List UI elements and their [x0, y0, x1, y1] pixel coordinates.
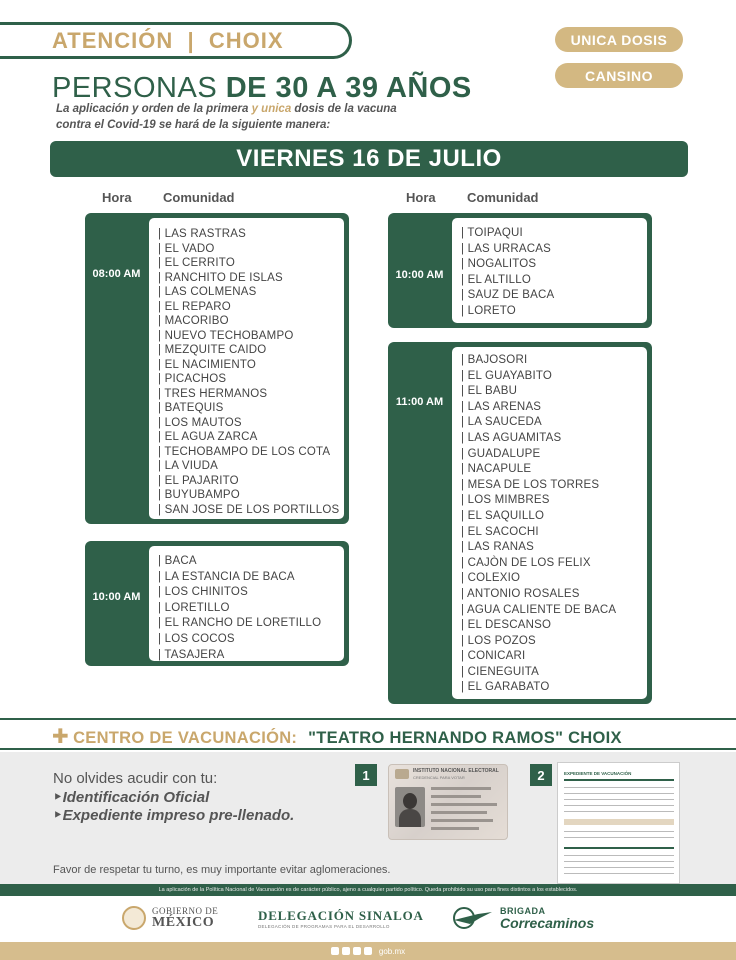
subtitle-unica: unica	[257, 103, 292, 115]
community-item: | LAS ARENAS	[461, 400, 647, 416]
step-1-badge: 1	[355, 764, 377, 786]
twitter-icon[interactable]	[342, 947, 350, 955]
step-2-badge: 2	[530, 764, 552, 786]
block-time: 10:00 AM	[92, 591, 141, 603]
community-item: | EL SACOCHI	[461, 525, 647, 541]
subtitle	[56, 101, 476, 133]
id-card-title: INSTITUTO NACIONAL ELECTORAL	[413, 768, 499, 774]
gob-line1: GOBIERNO DE	[152, 906, 219, 916]
title-age-range: DE 30 A 39 AÑOS	[225, 72, 472, 104]
del-line2: DELEGACIÓN DE PROGRAMAS PARA EL DESARROLLO	[258, 924, 390, 929]
footer-bar	[0, 942, 736, 960]
block-time: 10:00 AM	[395, 269, 444, 281]
community-item: | CIENEGUITA	[461, 665, 647, 681]
community-item: | MACORIBO	[158, 314, 344, 329]
block-time: 08:00 AM	[92, 268, 141, 280]
id-card-image	[388, 764, 508, 840]
title-prefix: PERSONAS	[52, 72, 226, 104]
community-item: | LAS URRACAS	[461, 242, 647, 258]
community-item: | LOS MAUTOS	[158, 416, 344, 431]
community-item: | SAUZ DE BACA	[461, 288, 647, 304]
delegacion-sinaloa-logo	[258, 908, 424, 929]
gobierno-mexico-logo	[122, 906, 218, 930]
subtitle-line2: contra el Covid-19 se hará de la siguiente manera:	[56, 119, 331, 131]
subtitle-part2: dosis de la vacuna	[291, 103, 397, 115]
attention-text: ATENCIÓN | CHOIX	[52, 27, 284, 53]
community-item: | EL DESCANSO	[461, 618, 647, 634]
schedule-block-right-1	[388, 213, 652, 328]
day-banner: VIERNES 16 DE JULIO	[50, 141, 688, 177]
del-line1: DELEGACIÓN SINALOA	[258, 908, 424, 923]
community-item: | EL CERRITO	[158, 256, 344, 271]
community-item: | SAN JOSE DE LOS PORTILLOS	[158, 503, 344, 518]
community-item: | LORETO	[461, 304, 647, 320]
community-list	[149, 546, 344, 661]
community-item: | NACAPULE	[461, 462, 647, 478]
community-item: | RANCHITO DE ISLAS	[158, 271, 344, 286]
community-item: | LOS MIMBRES	[461, 493, 647, 509]
community-item: | EL ALTILLO	[461, 273, 647, 289]
community-item: | EL VADO	[158, 242, 344, 257]
instagram-icon[interactable]	[353, 947, 361, 955]
schedule-block-right-2	[388, 342, 652, 704]
reminder-item-file: ‣Expediente impreso pre-llenado.	[53, 807, 295, 824]
community-item: | LOS CHINITOS	[158, 585, 344, 601]
community-item: | LAS AGUAMITAS	[461, 431, 647, 447]
community-list	[149, 218, 344, 519]
gob-line2: MÉXICO	[152, 915, 215, 930]
vaccination-form-image	[557, 762, 680, 884]
community-item: | TOIPAQUI	[461, 226, 647, 242]
community-item: | MEZQUITE CAIDO	[158, 343, 344, 358]
col-comunidad-right: Comunidad	[467, 190, 539, 205]
community-item: | NUEVO TECHOBAMPO	[158, 329, 344, 344]
vaccine-tag: CANSINO	[555, 63, 683, 88]
subtitle-part1: La aplicación y orden de la primera	[56, 103, 252, 115]
facebook-icon[interactable]	[331, 947, 339, 955]
community-item: | ANTONIO ROSALES	[461, 587, 647, 603]
community-item: | BAJOSORI	[461, 353, 647, 369]
community-item: | TASAJERA	[158, 648, 344, 664]
community-item: | COLEXIO	[461, 571, 647, 587]
community-item: | LOS COCOS	[158, 632, 344, 648]
community-item: | BACA	[158, 554, 344, 570]
community-item: | EL REPARO	[158, 300, 344, 315]
community-item: | GUADALUPE	[461, 447, 647, 463]
roadrunner-icon	[448, 906, 496, 930]
community-item: | EL PAJARITO	[158, 474, 344, 489]
form-title: EXPEDIENTE DE VACUNACIÓN	[564, 771, 632, 776]
community-item: | LOS POZOS	[461, 634, 647, 650]
community-item: | EL RANCHO DE LORETILLO	[158, 616, 344, 632]
attention-banner	[0, 22, 352, 59]
community-item: | AGUA CALIENTE DE BACA	[461, 603, 647, 619]
community-item: | EL AGUA ZARCA	[158, 430, 344, 445]
community-item: | TRES HERMANOS	[158, 387, 344, 402]
community-item: | PICACHOS	[158, 372, 344, 387]
schedule-block-left-1	[85, 213, 349, 524]
id-photo-icon	[395, 787, 425, 827]
col-hora-left: Hora	[102, 190, 132, 205]
community-item: | LAS COLMENAS	[158, 285, 344, 300]
id-card-subtitle: CREDENCIAL PARA VOTAR	[413, 775, 465, 780]
brigada-correcaminos-logo	[448, 906, 594, 930]
reminder-item-id: ‣Identificación Oficial	[53, 789, 210, 806]
community-item: | EL NACIMIENTO	[158, 358, 344, 373]
block-time: 11:00 AM	[395, 396, 444, 408]
community-list	[452, 347, 647, 699]
community-item: | LAS RASTRAS	[158, 227, 344, 242]
brig-line2: Correcaminos	[500, 915, 595, 931]
brig-line1: BRIGADA	[500, 906, 546, 916]
reminder-title: No olvides acudir con tu:	[53, 770, 218, 787]
center-place: "TEATRO HERNANDO RAMOS" CHOIX	[308, 729, 622, 747]
youtube-icon[interactable]	[364, 947, 372, 955]
col-comunidad-left: Comunidad	[163, 190, 235, 205]
community-item: | EL BABU	[461, 384, 647, 400]
community-item: | BATEQUIS	[158, 401, 344, 416]
dose-tag: UNICA DOSIS	[555, 27, 683, 52]
community-item: | LA VIUDA	[158, 459, 344, 474]
community-item: | BUYUBAMPO	[158, 488, 344, 503]
community-item: | EL SAQUILLO	[461, 509, 647, 525]
schedule-block-left-2	[85, 541, 349, 666]
gob-mx-link[interactable]: gob.mx	[378, 946, 406, 956]
col-hora-right: Hora	[406, 190, 436, 205]
community-item: | TECHOBAMPO DE LOS COTA	[158, 445, 344, 460]
national-seal-icon	[122, 906, 146, 930]
plus-icon: ✚	[52, 726, 70, 748]
ine-logo-icon	[395, 769, 409, 779]
community-item: | LORETILLO	[158, 601, 344, 617]
community-item: | CONICARI	[461, 649, 647, 665]
community-item: | MESA DE LOS TORRES	[461, 478, 647, 494]
vaccination-center	[52, 724, 622, 749]
respect-note: Favor de respetar tu turno, es muy importante evitar aglomeraciones.	[53, 864, 391, 876]
community-item: | NOGALITOS	[461, 257, 647, 273]
community-item: | EL GUAYABITO	[461, 369, 647, 385]
community-item: | LA ESTANCIA DE BACA	[158, 570, 344, 586]
center-label: CENTRO DE VACUNACIÓN:	[73, 729, 298, 747]
community-list	[452, 218, 647, 323]
subtitle-y: y	[251, 103, 258, 115]
community-item: | LA SAUCEDA	[461, 415, 647, 431]
community-item: | LAS RANAS	[461, 540, 647, 556]
community-item: | CAJÒN DE LOS FELIX	[461, 556, 647, 572]
disclaimer-bar: La aplicación de la Política Nacional de Vacunación es de carácter público, ajeno a cualquier partido político. Queda prohibido su uso para fines distintos a los establecidos.	[0, 884, 736, 896]
community-item: | EL GARABATO	[461, 680, 647, 696]
